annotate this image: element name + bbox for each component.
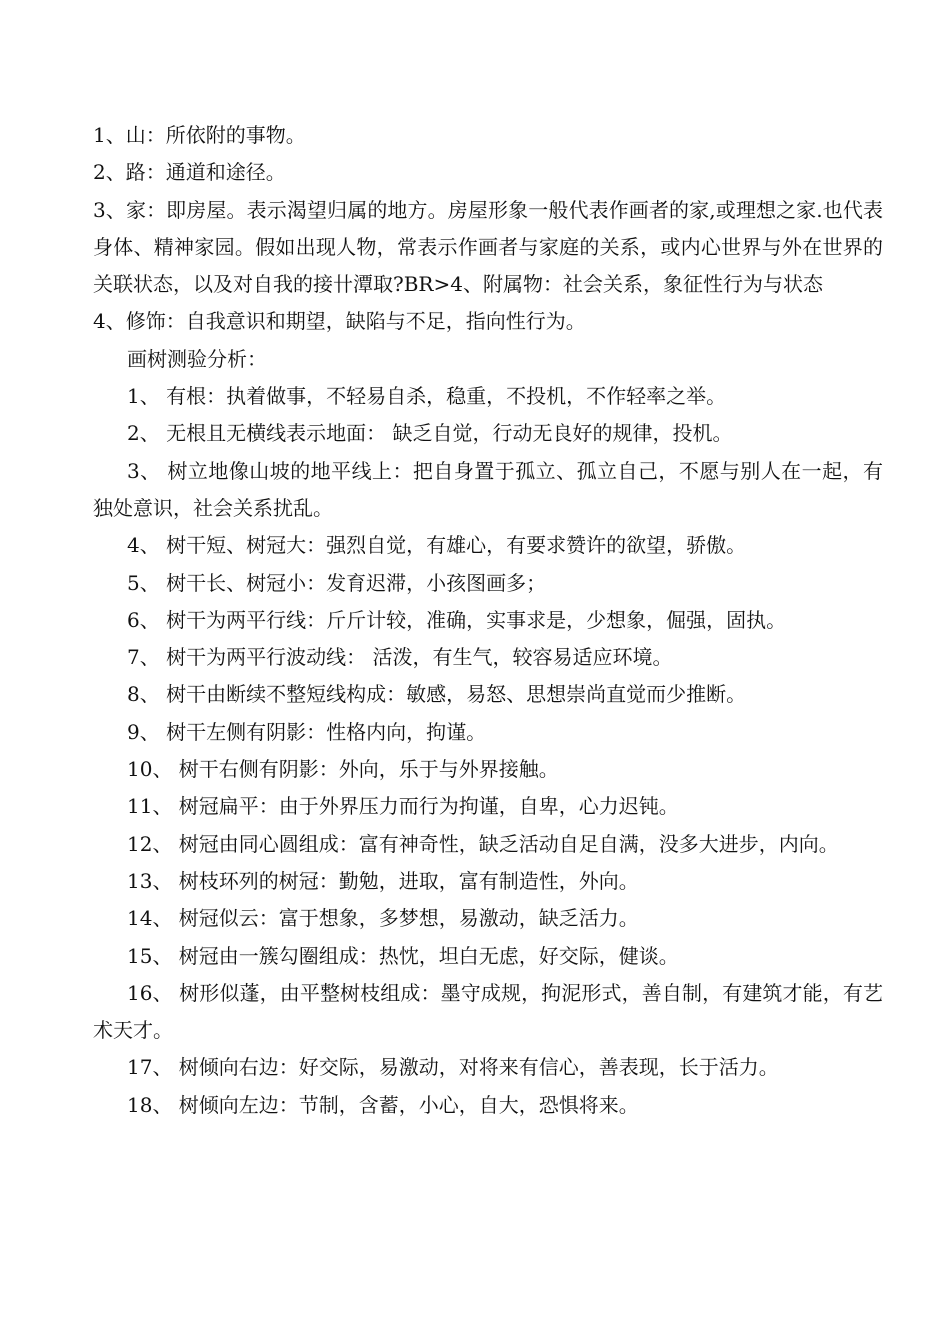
intro-line-3: 3、家：即房屋。表示渴望归属的地方。房屋形象一般代表作画者的家,或理想之家.也代表身体、精神家园。假如出现人物，常表示作画者与家庭的关系，或内心世界与外在世界的关联状态，以及对自我的接卄潭取?BR>4、附属物：社会关系，象征性行为与状态 [93,197,883,297]
tree-item-4: 4、 树干短、树冠大：强烈自觉，有雄心，有要求赞许的欲望，骄傲。 [127,533,747,558]
tree-item-14: 14、 树冠似云：富于想象，多梦想，易激动，缺乏活力。 [127,906,639,931]
intro-line-2: 2、路：通道和途径。 [93,160,286,185]
tree-item-12: 12、 树冠由同心圆组成：富有神奇性，缺乏活动自足自满，没多大进步，内向。 [127,831,839,856]
section-title: 画树测验分析： [127,346,267,371]
tree-item-7: 7、 树干为两平行波动线： 活泼，有生气，较容易适应环境。 [127,645,673,670]
tree-item-6: 6、 树干为两平行线：斤斤计较，准确，实事求是，少想象，倔强，固执。 [127,607,787,632]
tree-item-8: 8、 树干由断续不整短线构成：敏感，易怒、思想崇尚直觉而少推断。 [127,682,747,707]
tree-item-18: 18、 树倾向左边：节制，含蓄，小心，自大，恐惧将来。 [127,1092,639,1117]
tree-item-10: 10、 树干右侧有阴影：外向，乐于与外界接触。 [127,757,559,782]
intro-line-4: 4、修饰：自我意识和期望，缺陷与不足，指向性行为。 [93,309,586,334]
intro-line-1: 1、山：所依附的事物。 [93,123,306,147]
tree-item-3: 3、 树立地像山坡的地平线上：把自身置于孤立、孤立自己，不愿与别人在一起，有独处意识，社会关系扰乱。 [93,458,883,520]
tree-item-11: 11、 树冠扁平：由于外界压力而行为拘谨，自卑，心力迟钝。 [127,794,679,819]
tree-item-13: 13、 树枝环列的树冠：勤勉，进取，富有制造性，外向。 [127,868,639,893]
tree-item-17: 17、 树倾向右边：好交际，易激动，对将来有信心，善表现，长于活力。 [127,1055,779,1080]
tree-item-9: 9、 树干左侧有阴影：性格内向，拘谨。 [127,719,487,744]
tree-item-5: 5、 树干长、树冠小：发育迟滞，小孩图画多； [127,570,547,595]
tree-item-16: 16、 树形似蓬，由平整树枝组成：墨守成规，拘泥形式，善自制，有建筑才能，有艺术天才。 [93,980,883,1043]
tree-item-1: 1、 有根：执着做事，不轻易自杀，稳重，不投机，不作轻率之举。 [127,384,727,409]
document-body [93,117,883,1124]
tree-item-15: 15、 树冠由一簇勾圈组成：热忱，坦白无虑，好交际，健谈。 [127,943,679,968]
tree-item-2: 2、 无根且无横线表示地面： 缺乏自觉，行动无良好的规律，投机。 [127,421,733,446]
